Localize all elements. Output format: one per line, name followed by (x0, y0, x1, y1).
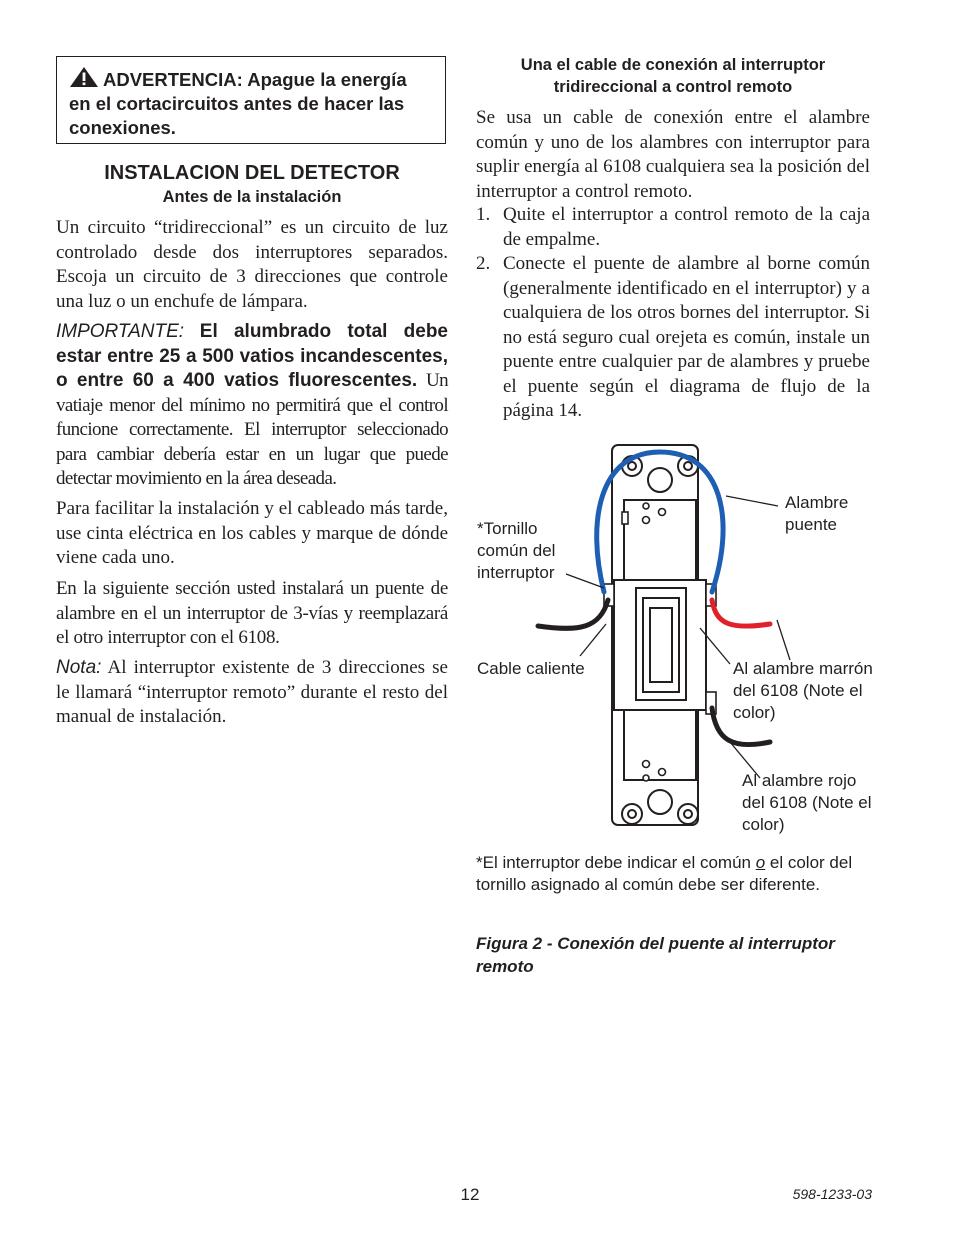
page-number: 12 (460, 1185, 480, 1204)
label-brown-wire: Al alambre marrón del 6108 (Note el color) (733, 659, 873, 722)
step-text: Quite el interruptor a control remoto de la caja de empalme. (503, 204, 870, 250)
red-wire (712, 600, 770, 626)
note-lead: Nota: (56, 657, 102, 678)
figure-caption: Figura 2 - Conexión del puente al interruptor remoto (476, 934, 835, 976)
section-title: INSTALACION DEL DETECTOR (104, 162, 400, 184)
step-number: 1. (476, 204, 491, 225)
step-text: Conecte el puente de alambre al borne común (generalmente identificado en el interruptor) y a cualquiera de los otros bornes del interruptor. Si no está seguro cual orejeta es común, instale un puente entre cualquier par de alambres y pruebe el puente según el diagrama de flujo de la página 14. (503, 253, 870, 421)
label-jumper-wire: Alambre puente (785, 493, 849, 534)
step-1 (476, 203, 870, 252)
note-text: Al interruptor existente de 3 direcciones se le llamará “interruptor remoto” durante el resto del manual de instalación. (56, 657, 448, 727)
paragraph-next-section: En la siguiente sección usted instalará un puente de alambre en el un interruptor de 3-vías y reemplazará el otro interruptor con el 6108. (56, 578, 448, 648)
footnote: *El interruptor debe indicar el común o el color del tornillo asignado al común debe ser diferente. (476, 853, 853, 894)
footnote-o: o (755, 853, 766, 872)
step-2 (476, 252, 870, 424)
important-lead: IMPORTANTE: (56, 321, 185, 342)
label-common-screw: *Tornillo común del interruptor (477, 519, 556, 582)
jumper-intro: Se usa un cable de conexión entre el alambre común y uno de los alambres con interruptor para suplir energía al 6108 cualquiera sea la posición del interruptor a control remoto. (476, 107, 870, 202)
section-subtitle: Antes de la instalación (162, 188, 342, 206)
jumper-heading: Una el cable de conexión al interruptor tridireccional a control remoto (520, 56, 826, 96)
label-hot-cable: Cable caliente (477, 659, 585, 678)
important-rest-text: Un vatiaje menor del mínimo no permitirá que el control funcione correctamente. El interruptor seleccionado para cambiar debería estar en un lugar que puede detectar movimiento en la área deseada. (56, 370, 448, 489)
document-code: 598-1233-03 (792, 1186, 872, 1202)
warning-text: Apague la energía en el cortacircuitos antes de hacer las conexiones. (69, 69, 407, 138)
paragraph-tape: Para facilitar la instalación y el cableado más tarde, use cinta eléctrica en los cables y marque de dónde viene cada uno. (56, 498, 448, 568)
important-bold-text: El alumbrado total debe estar entre 25 a 500 vatios incandescentes, o entre 60 a 400 vatios fluorescentes. (56, 321, 448, 391)
hot-cable (538, 600, 608, 628)
label-red-wire: Al alambre rojo del 6108 (Note el color) (742, 771, 872, 834)
toggle-lever (636, 588, 686, 700)
warning-box (56, 56, 446, 144)
warning-label: ADVERTENCIA: (103, 69, 243, 90)
paragraph-intro: Un circuito “tridireccional” es un circuito de luz controlado desde dos interruptores separados. Escoja un circuito de 3 direcciones que controle una luz o un enchufe de lámpara. (56, 217, 448, 312)
paragraph-note (56, 656, 448, 730)
paragraph-important (56, 320, 448, 492)
step-number: 2. (476, 253, 491, 274)
warning-triangle-icon (69, 66, 99, 88)
